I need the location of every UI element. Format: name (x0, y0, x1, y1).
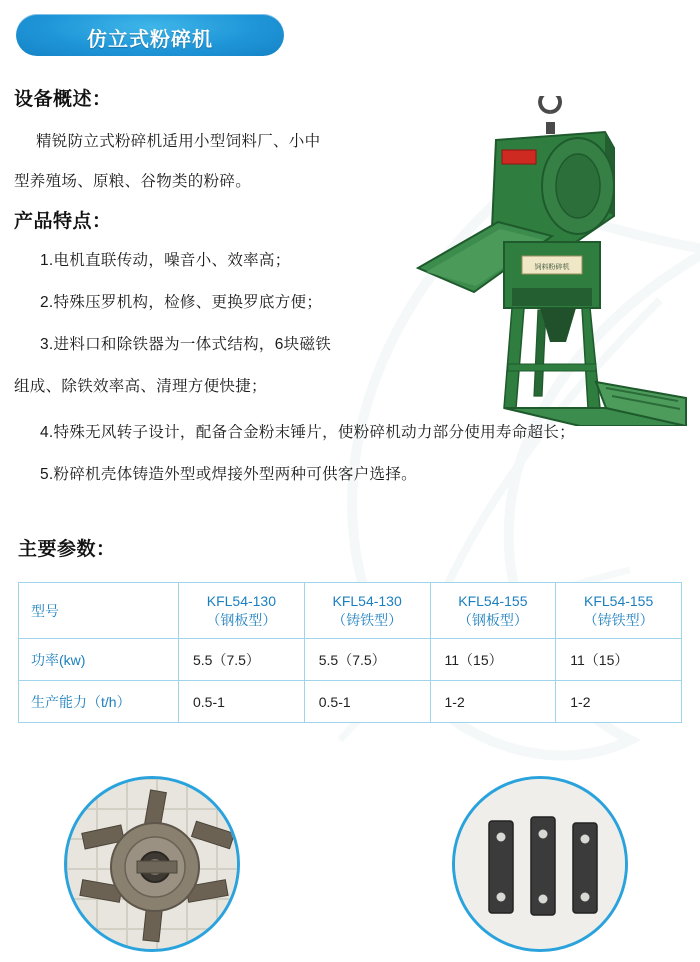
blades-illustration (455, 779, 628, 952)
table-cell: 5.5（7.5） (179, 639, 305, 681)
table-cell: 11（15） (430, 639, 556, 681)
section-heading-features: 产品特点： (14, 211, 112, 232)
model-code: KFL54-130 (206, 592, 277, 609)
page-title: 仿立式粉碎机 (87, 29, 213, 51)
table-row-label: 型号 (19, 583, 179, 639)
model-variant: （钢板型） (457, 611, 528, 628)
model-code: KFL54-155 (583, 592, 654, 609)
section-heading-parameters: 主要参数： (18, 539, 116, 560)
table-cell: 0.5-1 (304, 681, 430, 723)
model-variant: （铸铁型） (583, 611, 654, 628)
table-row-label: 生产能力（t/h） (19, 681, 179, 723)
feature-item-3: 3.进料口和除铁器为一体式结构，6块磁铁 (40, 336, 332, 353)
section-heading-overview: 设备概述： (14, 89, 112, 110)
rotor-illustration (67, 779, 240, 952)
table-cell: 1-2 (556, 681, 682, 723)
table-cell: 5.5（7.5） (304, 639, 430, 681)
model-code: KFL54-155 (458, 592, 528, 609)
feature-item-1: 1.电机直联传动，噪音小、效率高； (40, 252, 291, 269)
parameters-table (18, 582, 682, 723)
model-variant: （钢板型） (206, 611, 277, 628)
feature-item-2: 2.特殊压罗机构，检修、更换罗底方便； (40, 294, 323, 311)
overview-paragraph-line1: 精锐防立式粉碎机适用小型饲料厂、小中 (36, 133, 321, 150)
table-cell (556, 583, 682, 639)
feature-item-4: 4.特殊无风转子设计，配备合金粉末锤片，使粉碎机动力部分使用寿命超长； (40, 424, 575, 441)
machine-photo (400, 96, 690, 426)
table-row (19, 639, 682, 681)
page-title-banner (16, 14, 284, 56)
model-code: KFL54-130 (332, 592, 402, 609)
table-row (19, 583, 682, 639)
table-cell (179, 583, 305, 639)
model-variant: （铸铁型） (332, 611, 403, 628)
overview-paragraph-line2: 型养殖场、原粮、谷物类的粉碎。 (14, 173, 252, 190)
rotor-photo (64, 776, 240, 952)
feature-item-3-continued: 组成、除铁效率高、清理方便快捷； (14, 378, 267, 395)
hammer-blades-photo (452, 776, 628, 952)
table-cell (430, 583, 556, 639)
table-cell: 1-2 (430, 681, 556, 723)
table-cell: 11（15） (556, 639, 682, 681)
feature-item-5: 5.粉碎机壳体铸造外型或焊接外型两种可供客户选择。 (40, 466, 417, 483)
table-cell: 0.5-1 (179, 681, 305, 723)
table-row-label: 功率(kw) (19, 639, 179, 681)
table-cell (304, 583, 430, 639)
parameters-table-wrapper (18, 582, 682, 723)
table-row (19, 681, 682, 723)
svg-text:饲料粉碎机: 饲料粉碎机 (534, 263, 570, 271)
